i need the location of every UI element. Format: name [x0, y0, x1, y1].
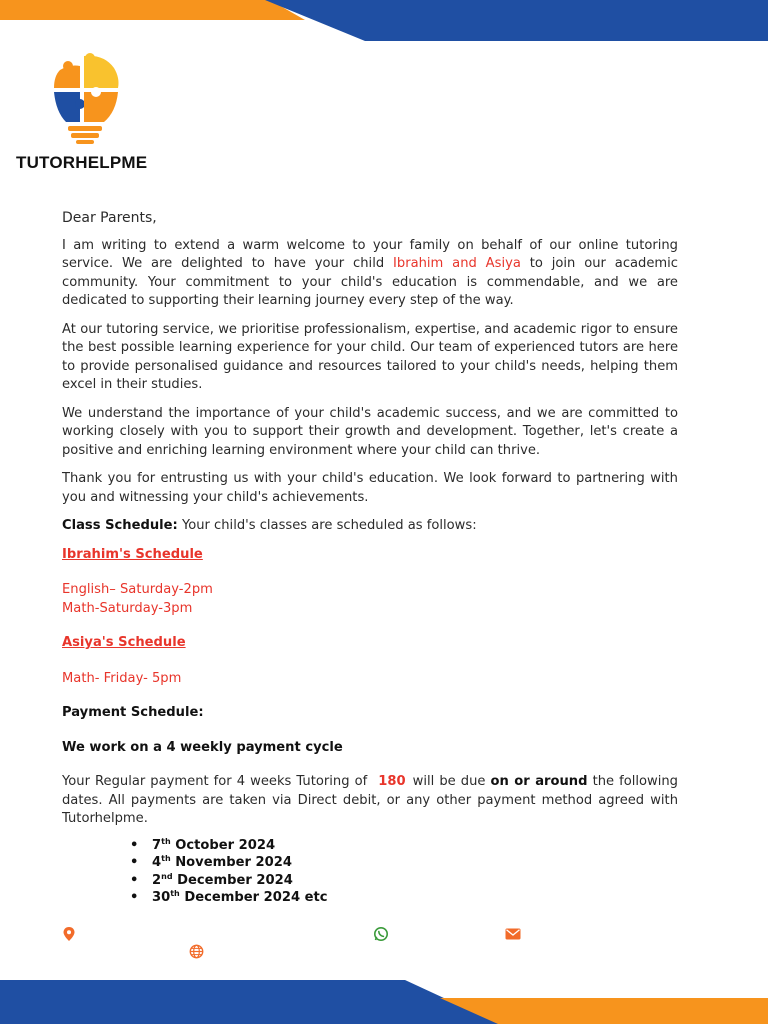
location-pin-icon[interactable] — [62, 926, 76, 942]
list-item — [130, 837, 678, 855]
class-schedule-text: Your child's classes are scheduled as follows: — [177, 518, 477, 533]
children-names: Ibrahim and Asiya — [393, 256, 521, 271]
paragraph-welcome — [62, 237, 678, 311]
date-suffix: th — [170, 889, 180, 898]
date-day: 4 — [152, 855, 162, 870]
list-item — [130, 854, 678, 872]
salutation: Dear Parents, — [62, 210, 157, 226]
letter-body — [62, 209, 678, 907]
header-band — [0, 0, 768, 44]
paragraph-text: to join our academic community. Your commitment to your child's education is commendable, and we are dedicated to supporting their learning journey every step of the way. — [62, 256, 679, 308]
date-rest: November 2024 — [170, 855, 292, 870]
payment-details — [62, 773, 678, 829]
paragraph-values: At our tutoring service, we prioritise professionalism, expertise, and academic rigor to ensure the best possible learning experience for your child. Our team of experienced tutors are here to provide personalised guidance and resources tailored to your child's needs, helping them excel in their studies. — [62, 321, 678, 392]
lightbulb-puzzle-icon — [50, 52, 120, 148]
date-rest: December 2024 — [172, 872, 293, 888]
globe-icon[interactable] — [189, 944, 204, 959]
class-schedule-label: Class Schedule: — [62, 518, 178, 533]
payment-emphasis: on or around — [490, 774, 588, 789]
paragraph-thanks: Thank you for entrusting us with your child's education. We look forward to partnering with you and witnessing your child's achievements. — [62, 471, 678, 505]
date-suffix: th — [161, 836, 171, 846]
schedule-line: Math- Friday- 5pm — [62, 670, 182, 686]
footer-band — [0, 972, 768, 1024]
schedule-heading: Ibrahim's Schedule — [62, 546, 203, 562]
schedule-line: English– Saturday-2pm — [62, 582, 213, 597]
payment-text: the following dates. All payments are taken via Direct debit, or any other payment method agreed with Tutorhelpme. — [62, 774, 678, 826]
payment-cycle: We work on a 4 weekly payment cycle — [62, 739, 343, 755]
date-day: 2 — [152, 872, 162, 888]
paragraph-text: I am writing to extend a warm welcome to your family on behalf of our online tutoring service. We are delighted to have your child — [62, 237, 678, 271]
whatsapp-icon[interactable] — [373, 926, 389, 942]
date-day: 30 — [152, 890, 171, 905]
brand-name: TUTORHELPME — [16, 153, 148, 172]
payment-amount: 180 — [378, 774, 406, 789]
payment-text: Your Regular payment for 4 weeks Tutoring of — [62, 774, 373, 789]
date-suffix: nd — [161, 871, 173, 881]
list-item — [130, 889, 678, 907]
payment-dates-list — [130, 837, 678, 907]
ibrahim-schedule — [62, 546, 678, 619]
class-schedule-intro — [62, 517, 678, 536]
payment-text: will be due — [407, 774, 491, 789]
email-icon[interactable] — [505, 928, 521, 940]
date-suffix: th — [161, 854, 171, 863]
list-item — [130, 872, 678, 890]
schedule-line: Math-Saturday-3pm — [62, 600, 193, 616]
payment-heading: Payment Schedule: — [62, 705, 204, 720]
date-rest: October 2024 — [170, 837, 276, 853]
date-day: 7 — [152, 837, 162, 853]
paragraph-commitment: We understand the importance of your child's academic success, and we are committed to working closely with you to support their growth and development. Together, let's create a positive and enriching learning environment where your child can thrive. — [62, 405, 678, 458]
asiya-schedule — [62, 634, 678, 688]
brand-logo — [16, 52, 156, 174]
schedule-heading: Asiya's Schedule — [62, 635, 186, 650]
date-rest: December 2024 etc — [179, 890, 328, 905]
